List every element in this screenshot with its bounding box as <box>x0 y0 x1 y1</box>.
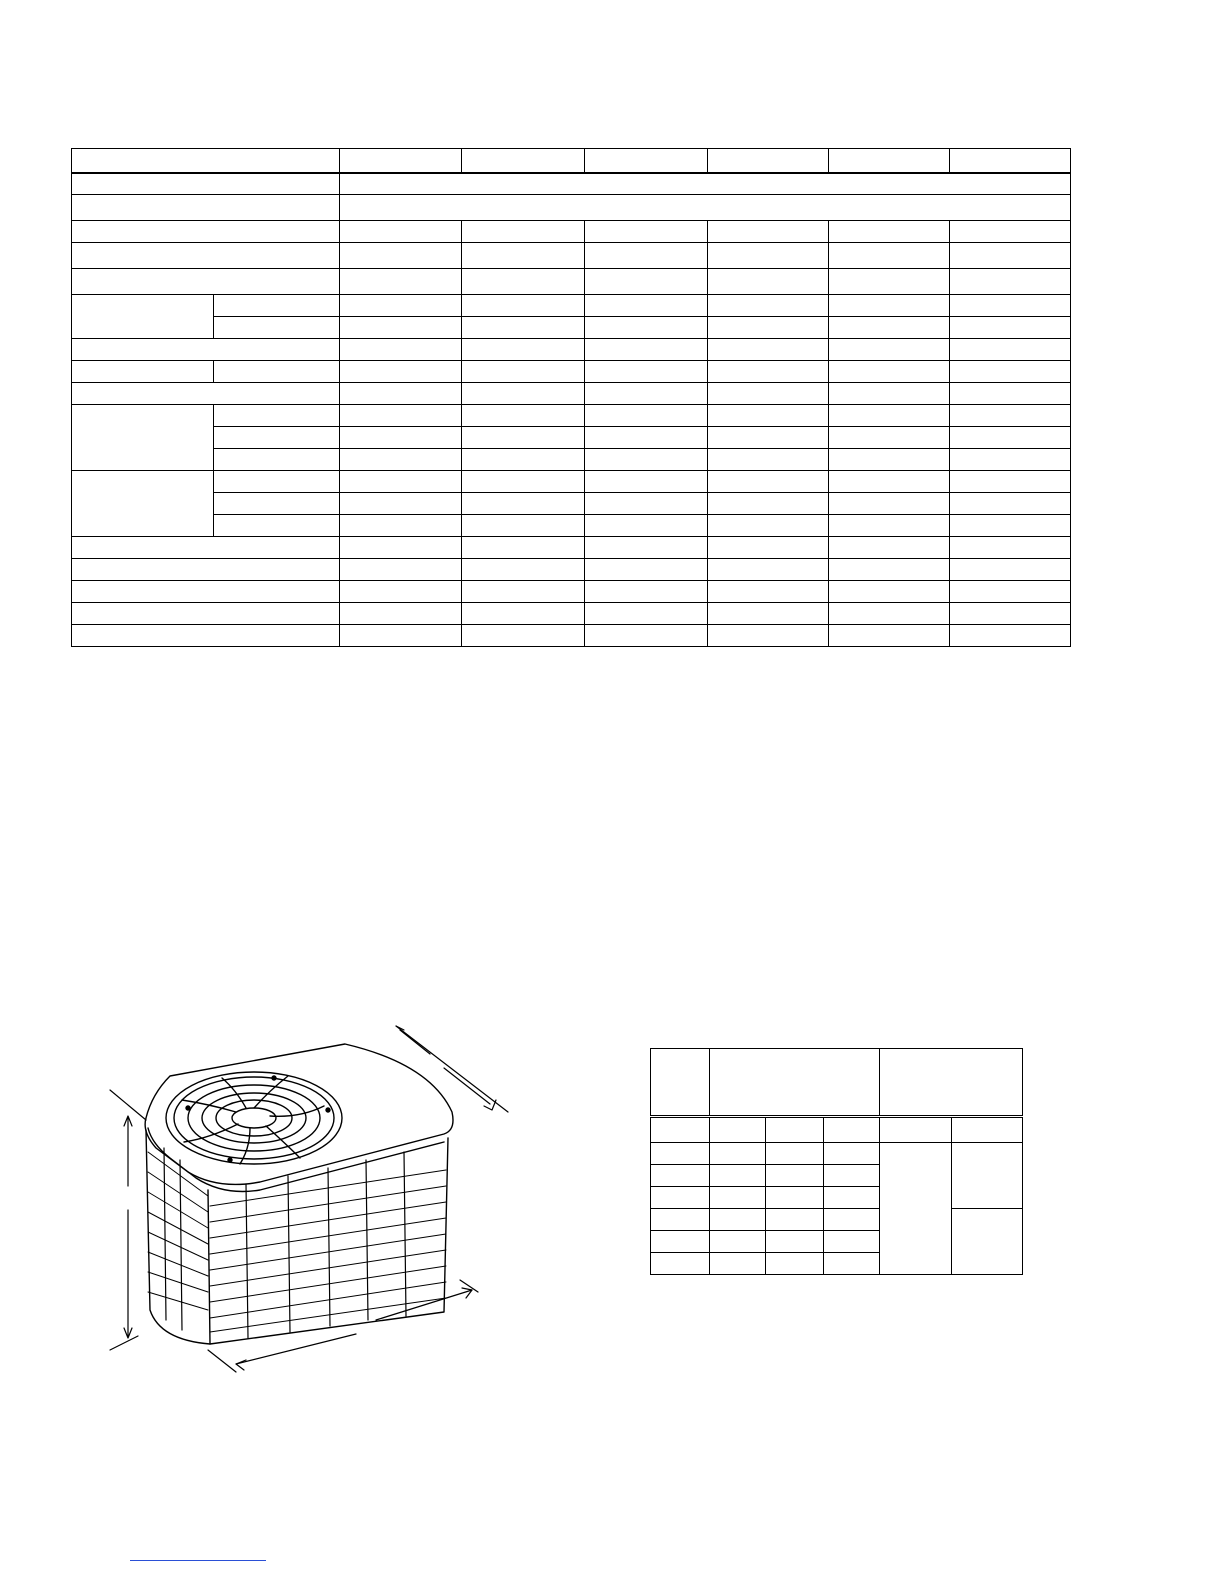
table-row <box>72 243 1071 269</box>
specifications-table <box>71 148 1071 647</box>
header-cell <box>462 149 585 173</box>
row-label <box>72 269 340 295</box>
group-label <box>72 295 214 339</box>
header-cell <box>880 1049 1023 1117</box>
table-row <box>72 317 1071 339</box>
row-label <box>72 625 340 647</box>
group-label <box>72 361 214 383</box>
sub-label <box>214 449 340 471</box>
group-label <box>72 405 214 471</box>
table-row <box>72 269 1071 295</box>
sub-label <box>214 405 340 427</box>
fan-guard-icon <box>166 1072 342 1164</box>
row-label <box>72 339 340 361</box>
table-row <box>72 559 1071 581</box>
sub-label <box>214 493 340 515</box>
footer-rule <box>130 1560 266 1561</box>
table-row <box>72 625 1071 647</box>
table-row <box>651 1209 1023 1231</box>
sub-label <box>214 471 340 493</box>
header-cell <box>651 1049 710 1117</box>
row-label <box>72 559 340 581</box>
table-row <box>72 295 1071 317</box>
table-row <box>72 603 1071 625</box>
sub-label <box>214 515 340 537</box>
table-row <box>72 427 1071 449</box>
row-label <box>72 383 340 405</box>
header-cell <box>829 149 950 173</box>
row-label <box>72 581 340 603</box>
table-row <box>72 515 1071 537</box>
table-header-row <box>651 1049 1023 1117</box>
header-cell <box>585 149 708 173</box>
row-label <box>72 195 340 221</box>
table-row <box>72 361 1071 383</box>
table-row <box>72 581 1071 603</box>
merged-cell <box>952 1143 1023 1209</box>
table-row <box>72 493 1071 515</box>
merged-cell <box>952 1209 1023 1275</box>
sub-label <box>214 427 340 449</box>
header-cell <box>72 149 340 173</box>
table-row <box>651 1143 1023 1165</box>
row-label <box>72 603 340 625</box>
depth-dimension-arrow <box>396 1026 508 1112</box>
row-label <box>72 221 340 243</box>
height-dimension-arrow <box>110 1090 146 1350</box>
header-cell <box>708 149 829 173</box>
table-row <box>72 383 1071 405</box>
table-row <box>72 221 1071 243</box>
outdoor-condensing-unit-drawing <box>100 1020 520 1380</box>
merged-value-cell <box>340 173 1071 195</box>
sub-label <box>214 361 340 383</box>
table-row <box>72 339 1071 361</box>
sub-label <box>214 295 340 317</box>
merged-value-cell <box>340 195 1071 221</box>
table-row <box>72 195 1071 221</box>
table-row <box>72 405 1071 427</box>
sub-label <box>214 317 340 339</box>
header-cell <box>710 1049 880 1117</box>
merged-cell <box>880 1143 952 1275</box>
header-cell <box>950 149 1071 173</box>
table-row <box>72 537 1071 559</box>
row-label <box>72 173 340 195</box>
dimensions-table <box>650 1048 1023 1275</box>
table-row <box>72 449 1071 471</box>
group-label <box>72 471 214 537</box>
sub-header-row <box>651 1117 1023 1143</box>
header-cell <box>340 149 462 173</box>
table-header-row <box>72 149 1071 173</box>
table-row <box>72 173 1071 195</box>
table-row <box>72 471 1071 493</box>
row-label <box>72 537 340 559</box>
row-label <box>72 243 340 269</box>
